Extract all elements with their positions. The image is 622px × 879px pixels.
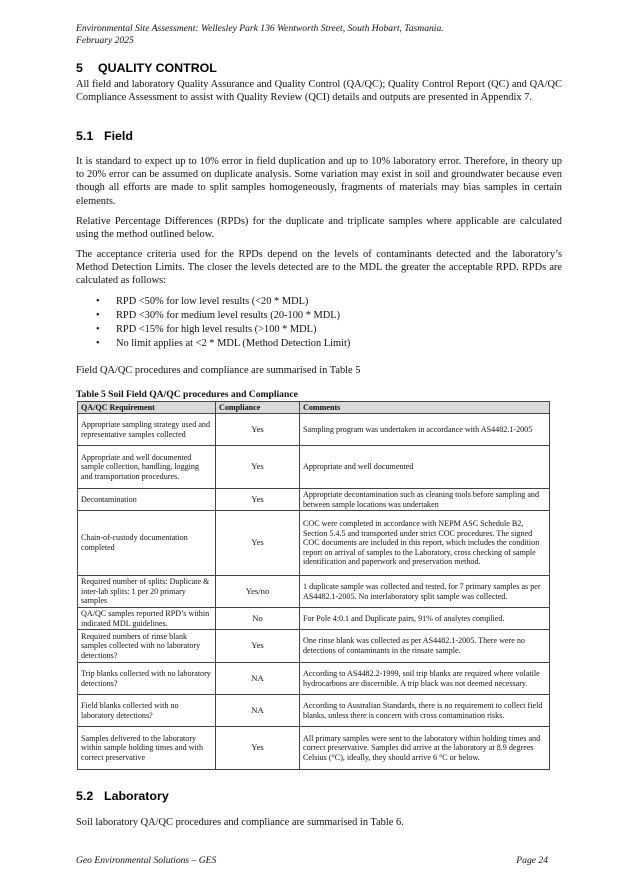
table-row <box>78 489 550 511</box>
comments-cell: For Pole 4:0.1 and Duplicate pairs, 91% of analytes complied. <box>300 608 550 630</box>
section-5-2-title: Laboratory <box>104 789 169 803</box>
section-5-1-number: 5.1 <box>76 129 94 143</box>
requirement-cell: Appropriate sampling strategy used and representative samples collected <box>78 414 216 446</box>
compliance-cell: NA <box>216 663 300 695</box>
compliance-cell: Yes <box>216 414 300 446</box>
table-row <box>78 414 550 446</box>
field-paragraph-2: Relative Percentage Differences (RPDs) for the duplicate and triplicate samples where applicable are calculated using the method outlined below. <box>76 216 562 241</box>
table-5-caption: Table 5 Soil Field QA/QC procedures and Compliance <box>76 389 298 400</box>
table-row <box>78 630 550 663</box>
compliance-cell: Yes <box>216 727 300 770</box>
requirement-cell: Required numbers of rinse blank samples collected with no laboratory detections? <box>78 630 216 663</box>
compliance-cell: Yes <box>216 489 300 511</box>
table-5-qaqc <box>77 401 550 770</box>
comments-cell: Appropriate and well documented <box>300 446 550 489</box>
requirement-cell: Appropriate and well documented sample collection, handling, logging and transportation procedures. <box>78 446 216 489</box>
field-paragraph-1: It is standard to expect up to 10% error in field duplication and up to 10% laboratory error. Therefore, in theory up to 20% error can be assumed on duplicate analysis. Some variation may exist in soil and groundwater because even though all efforts are made to split samples homogeneously, fragments of materials may bias samples in certain elements. <box>76 156 562 207</box>
comments-cell: Appropriate decontamination such as cleaning tools before sampling and between sample locations was undertaken <box>300 489 550 511</box>
section-5-number: 5 <box>76 61 83 75</box>
requirement-cell: Required number of splits: Duplicate & inter-lab splits: 1 per 20 primary samples <box>78 576 216 608</box>
column-header-compliance: Compliance <box>216 402 300 414</box>
compliance-cell: No <box>216 608 300 630</box>
section-5-2-heading <box>76 789 169 803</box>
comments-cell: According to Australian Standards, there is no requirement to collect field blanks, unless there is concern with cross contamination risks. <box>300 695 550 727</box>
table-row <box>78 663 550 695</box>
table-row <box>78 576 550 608</box>
comments-cell: One rinse blank was collected as per AS4482.1-2005. There were no detections of contaminants in the rinsate sample. <box>300 630 550 663</box>
list-item: • RPD <50% for low level results (<20 * MDL) <box>96 295 350 309</box>
rpd-bullet-list <box>96 295 350 351</box>
table-row <box>78 511 550 576</box>
footer-company: Geo Environmental Solutions – GES <box>76 855 217 866</box>
header-date: February 2025 <box>76 35 134 46</box>
table-row <box>78 727 550 770</box>
requirement-cell: Decontamination <box>78 489 216 511</box>
compliance-cell: Yes <box>216 511 300 576</box>
list-item: • RPD <15% for high level results (>100 * MDL) <box>96 323 350 337</box>
comments-cell: COC were completed in accordance with NEPM ASC Schedule B2, Section 5.4.5 and transported under strict COC procedures. The signed COC documents are included in this report, which includes the condition report on arrival of samples to the Laboratory, cross checking of sample identification and paperwork and preservation method. <box>300 511 550 576</box>
requirement-cell: Chain-of-custody documentation completed <box>78 511 216 576</box>
section-5-intro: All field and laboratory Quality Assurance and Quality Control (QA/QC); Quality Control Report (QC) and QA/QC Compliance Assessment to assist with Quality Review (QCI) details and outputs are presented in Appendix 7. <box>76 79 562 104</box>
column-header-requirement: QA/QC Requirement <box>78 402 216 414</box>
section-5-heading <box>76 61 217 75</box>
table-row <box>78 608 550 630</box>
field-paragraph-3: The acceptance criteria used for the RPDs depend on the levels of contaminants detected and the laboratory’s Method Detection Limits. The closer the levels detected are to the MDL the greater the acceptable RPD. RPDs are calculated as follows: <box>76 249 562 287</box>
requirement-cell: Trip blanks collected with no laboratory detections? <box>78 663 216 695</box>
comments-cell: 1 duplicate sample was collected and tested, for 7 primary samples as per AS4482.1-2005. No interlaboratory split sample was collected. <box>300 576 550 608</box>
column-header-comments: Comments <box>300 402 550 414</box>
compliance-cell: Yes/no <box>216 576 300 608</box>
compliance-cell: NA <box>216 695 300 727</box>
field-paragraph-4: Field QA/QC procedures and compliance are summarised in Table 5 <box>76 365 361 376</box>
compliance-cell: Yes <box>216 446 300 489</box>
comments-cell: All primary samples were sent to the laboratory within holding times and correct preservative. Samples did arrive at the laboratory at 8.9 degrees Celsius (°C), ideally, they should arrive 6 °C or below. <box>300 727 550 770</box>
section-5-2-number: 5.2 <box>76 789 94 803</box>
list-item: • RPD <30% for medium level results (20-100 * MDL) <box>96 309 350 323</box>
header-title: Environmental Site Assessment: Wellesley Park 136 Wentworth Street, South Hobart, Tasmania. <box>76 23 444 34</box>
section-5-1-title: Field <box>104 129 133 143</box>
compliance-cell: Yes <box>216 630 300 663</box>
page-footer <box>76 855 548 866</box>
requirement-cell: Samples delivered to the laboratory within sample holding times and with correct preservative <box>78 727 216 770</box>
list-item: • No limit applies at <2 * MDL (Method Detection Limit) <box>96 337 350 351</box>
table-row <box>78 695 550 727</box>
table-header-row <box>78 402 550 414</box>
section-5-1-heading <box>76 129 133 143</box>
requirement-cell: QA/QC samples reported RPD’s within indicated MDL guidelines. <box>78 608 216 630</box>
section-5-title: QUALITY CONTROL <box>98 61 217 75</box>
requirement-cell: Field blanks collected with no laboratory detections? <box>78 695 216 727</box>
laboratory-paragraph: Soil laboratory QA/QC procedures and compliance are summarised in Table 6. <box>76 817 404 828</box>
page-number: Page 24 <box>516 855 548 866</box>
running-header <box>76 23 556 47</box>
comments-cell: According to AS4482.2-1999, soil trip blanks are required where volatile hydrocarbons are discernible. A trip black was not deemed necessary. <box>300 663 550 695</box>
table-row <box>78 446 550 489</box>
comments-cell: Sampling program was undertaken in accordance with AS4482.1-2005 <box>300 414 550 446</box>
